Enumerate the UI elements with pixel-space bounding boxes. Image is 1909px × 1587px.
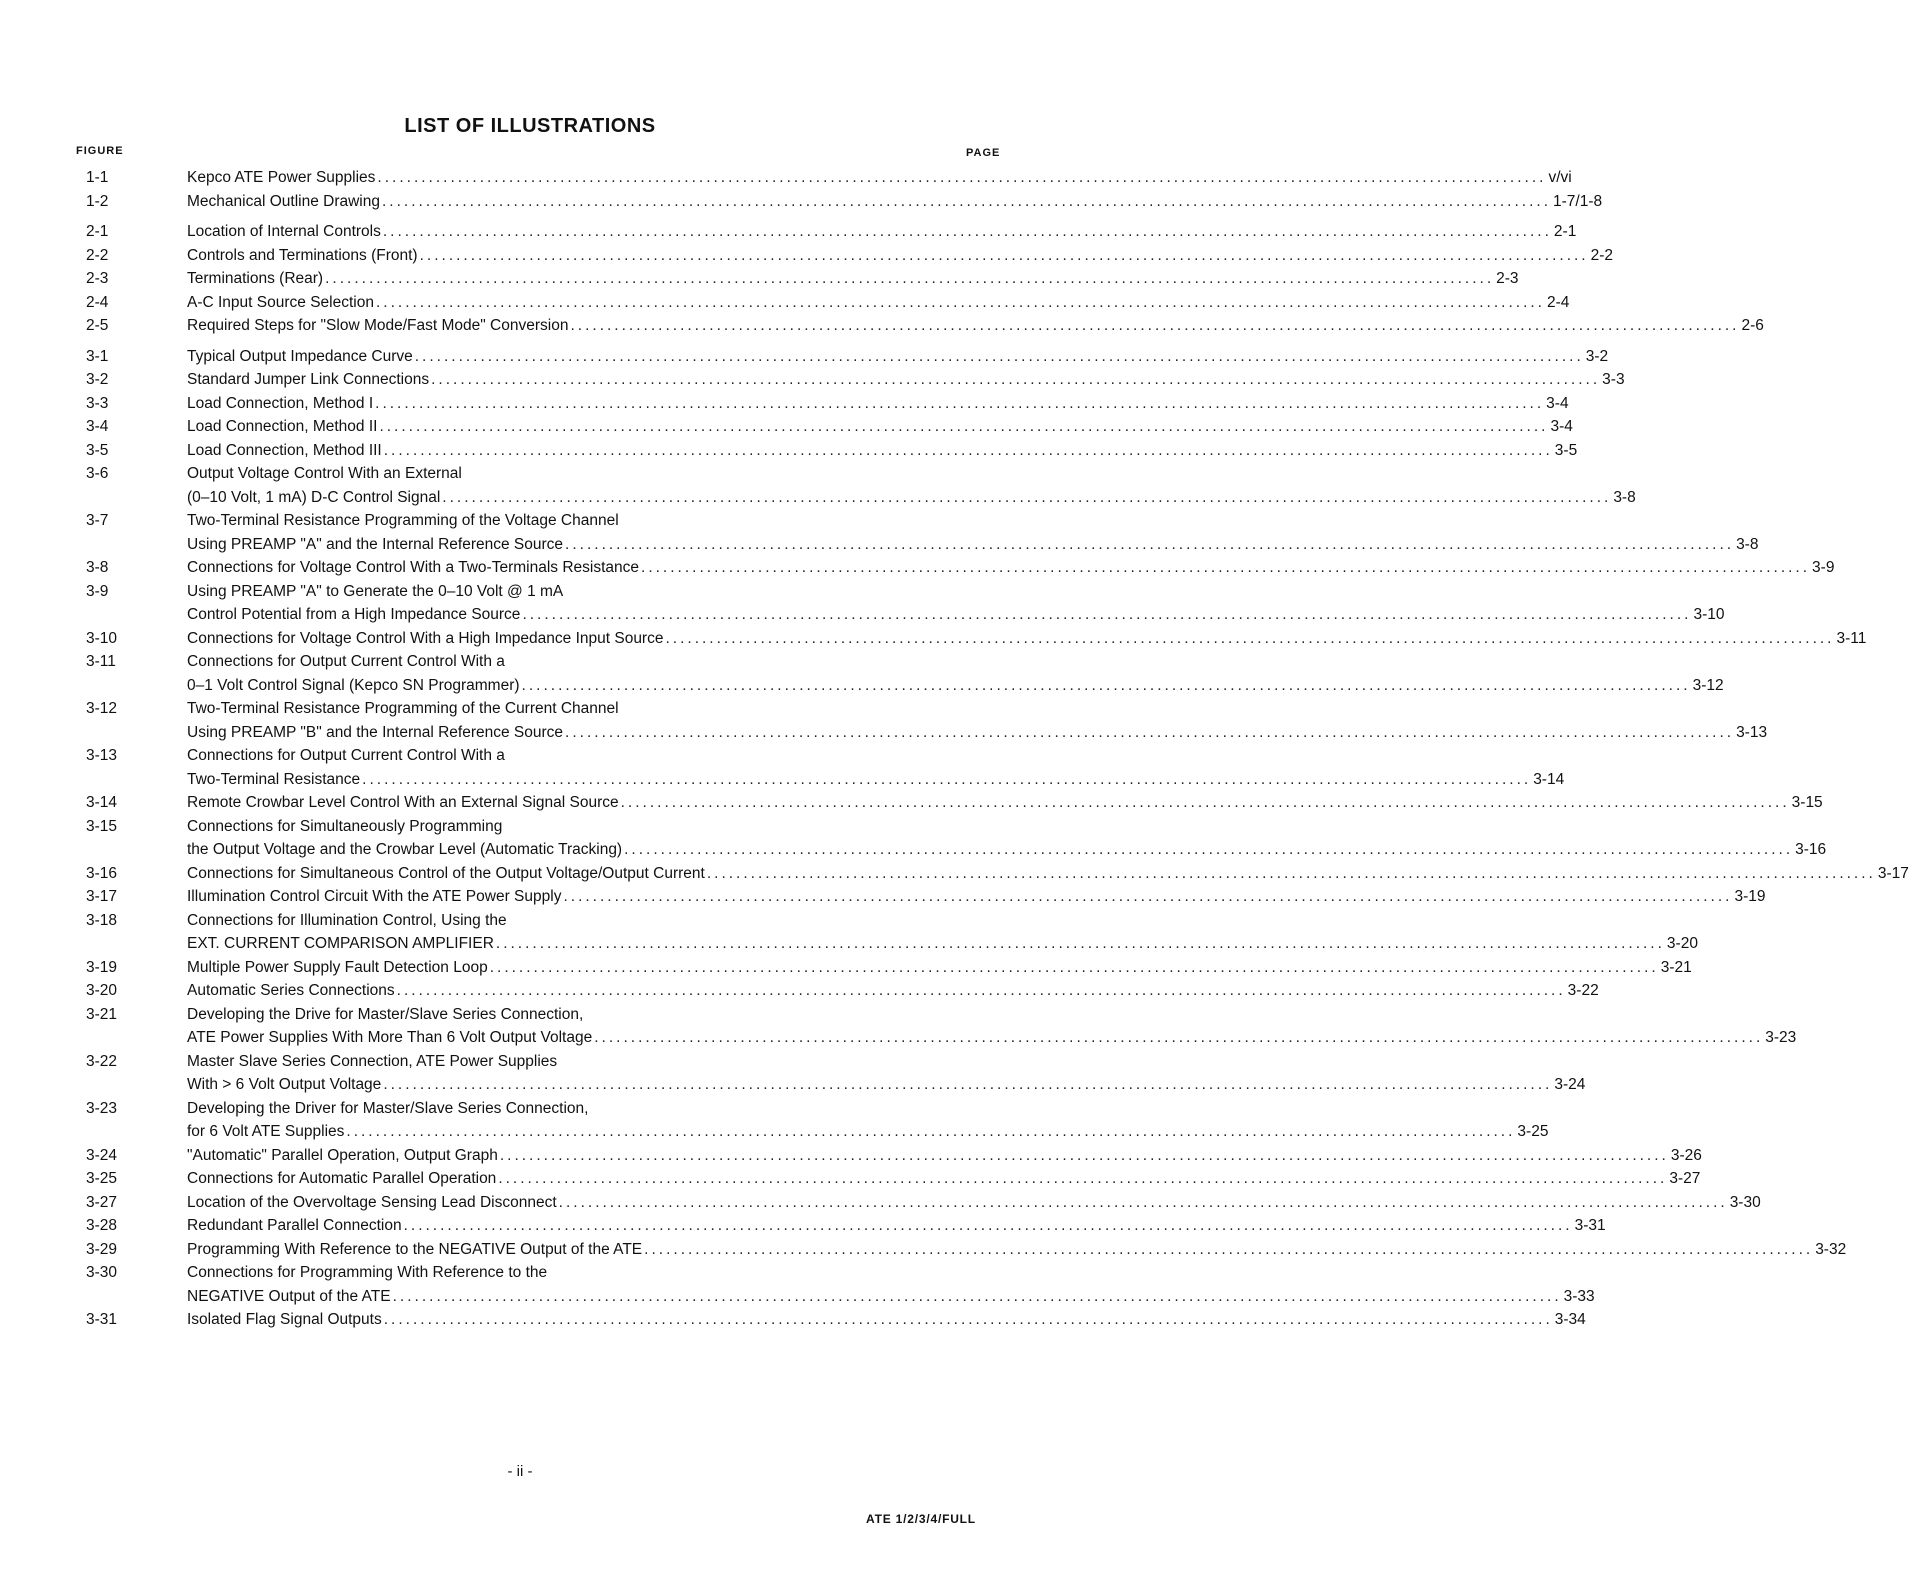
caption-line: Two-Terminal Resistance Programming of the Current Channel (187, 700, 619, 717)
caption-text: Redundant Parallel Connection (187, 1217, 402, 1234)
dot-leader: ................................................................................................................................................................ (499, 1146, 1669, 1164)
page-ref: 2-6 (1741, 317, 1764, 334)
dot-leader: ................................................................................................................................................................ (379, 418, 1549, 435)
page-ref: 3-4 (1550, 418, 1573, 435)
list-item (0, 415, 1573, 439)
list-item (0, 190, 1603, 214)
figure-number: 3-29 (86, 1240, 118, 1258)
page-ref: 3-16 (1795, 841, 1827, 858)
list-item (0, 885, 1766, 909)
caption-text: Terminations (Rear) (187, 270, 324, 287)
caption-row (187, 314, 1764, 338)
caption-row (187, 1191, 1761, 1215)
caption-text: Required Steps for "Slow Mode/Fast Mode" Conversion (187, 317, 569, 334)
figure-number: 3-13 (86, 747, 118, 764)
caption-row (187, 862, 1909, 886)
dot-leader: ................................................................................................................................................................ (419, 246, 1589, 264)
list-item (0, 509, 1759, 556)
page-ref: 3-8 (1613, 488, 1636, 506)
page-ref: 3-26 (1670, 1146, 1702, 1164)
list-item (0, 345, 1609, 369)
caption-row (187, 439, 1578, 463)
caption-row (187, 932, 1698, 956)
list-item (0, 1144, 1702, 1168)
caption-row (187, 486, 1636, 510)
caption-row (187, 166, 1572, 190)
list-item (0, 1191, 1761, 1215)
caption-text: Location of the Overvoltage Sensing Lead Disconnect (187, 1193, 557, 1211)
dot-leader: ................................................................................................................................................................ (558, 1193, 1728, 1211)
figure-number: 3-24 (86, 1146, 118, 1164)
caption-row (187, 838, 1827, 862)
caption-row (187, 979, 1599, 1003)
dot-leader: ................................................................................................................................................................ (644, 1240, 1814, 1258)
list-item (0, 220, 1577, 244)
caption-line: Connections for Illumination Control, Using the (187, 911, 507, 929)
page-number: - ii - (507, 1463, 533, 1480)
list-item (0, 314, 1764, 338)
figure-number: 3-22 (86, 1052, 118, 1070)
page-ref: 3-12 (1692, 676, 1724, 694)
dot-leader: ................................................................................................................................................................ (641, 559, 1811, 576)
caption-row (187, 244, 1614, 268)
caption-text: (0–10 Volt, 1 mA) D-C Control Signal (187, 488, 441, 506)
caption-row (187, 368, 1625, 392)
caption-line: Developing the Driver for Master/Slave Series Connection, (187, 1099, 589, 1117)
caption-row (187, 1285, 1595, 1309)
list-item (0, 1003, 1797, 1050)
page-ref: 3-34 (1554, 1311, 1586, 1328)
page-ref: 3-9 (1812, 559, 1835, 576)
dot-leader: ................................................................................................................................................................ (489, 958, 1659, 976)
dot-leader: ................................................................................................................................................................ (442, 488, 1612, 506)
list-item (0, 1214, 1606, 1238)
caption-row (187, 1167, 1701, 1191)
caption-row (187, 1026, 1797, 1050)
figure-number: 3-30 (86, 1264, 118, 1281)
caption-row (187, 190, 1603, 214)
caption-text: Location of Internal Controls (187, 223, 381, 240)
list-item (0, 1167, 1701, 1191)
figure-number: 3-18 (86, 911, 118, 929)
list-item (0, 956, 1692, 980)
dot-leader: ................................................................................................................................................................ (346, 1123, 1516, 1140)
caption-row (187, 556, 1835, 580)
caption-line: Connections for Output Current Control With a (187, 653, 505, 670)
page-ref: 2-4 (1547, 293, 1570, 311)
dot-leader: ................................................................................................................................................................ (381, 192, 1552, 210)
figure-number: 3-17 (86, 888, 118, 905)
caption-row (187, 533, 1759, 557)
dot-leader: ................................................................................................................................................................ (383, 441, 1553, 459)
dot-leader: ................................................................................................................................................................ (620, 794, 1790, 811)
list-item (0, 627, 1867, 651)
figure-number: 3-16 (86, 864, 118, 882)
page-ref: 3-31 (1574, 1217, 1606, 1234)
caption-row (187, 345, 1609, 369)
list-item (0, 1238, 1847, 1262)
caption-text: Using PREAMP "B" and the Internal Reference Source (187, 723, 564, 741)
figure-number: 3-31 (86, 1311, 118, 1328)
caption-row (187, 392, 1569, 416)
page-ref: 3-8 (1736, 535, 1759, 553)
caption-text: 0–1 Volt Control Signal (Kepco SN Programmer) (187, 676, 520, 694)
caption-text: Standard Jumper Link Connections (187, 371, 430, 388)
caption-text: the Output Voltage and the Crowbar Level (Automatic Tracking) (187, 841, 623, 858)
dot-leader: ................................................................................................................................................................ (382, 223, 1552, 240)
caption-row (187, 267, 1519, 291)
caption-text: A-C Input Source Selection (187, 293, 374, 311)
page-ref: 3-5 (1554, 441, 1578, 459)
caption-text: Control Potential from a High Impedance Source (187, 606, 521, 623)
caption-row (187, 791, 1823, 815)
caption-text: Load Connection, Method I (187, 394, 374, 412)
caption-text: NEGATIVE Output of the ATE (187, 1287, 391, 1305)
list-item (0, 862, 1909, 886)
figure-number: 3-7 (86, 512, 109, 529)
dot-leader: ................................................................................................................................................................ (392, 1287, 1562, 1305)
figure-number: 3-14 (86, 794, 118, 811)
dot-leader: ................................................................................................................................................................ (570, 317, 1740, 334)
figure-number: 3-23 (86, 1099, 118, 1117)
dot-leader: ................................................................................................................................................................ (377, 169, 1547, 186)
figure-number: 3-11 (86, 653, 116, 670)
page-ref: 3-24 (1554, 1076, 1586, 1093)
dot-leader: ................................................................................................................................................................ (706, 864, 1876, 882)
dot-leader: ................................................................................................................................................................ (498, 1170, 1668, 1187)
dot-leader: ................................................................................................................................................................ (495, 935, 1665, 952)
page-ref: 3-19 (1734, 888, 1766, 905)
figure-number: 2-2 (86, 246, 109, 264)
list-item (0, 1050, 1586, 1097)
dot-leader: ................................................................................................................................................................ (521, 676, 1691, 694)
dot-leader: ................................................................................................................................................................ (431, 371, 1601, 388)
figure-number: 3-12 (86, 700, 118, 717)
caption-row (187, 956, 1692, 980)
page-ref: 3-3 (1602, 371, 1625, 388)
figure-number: 3-20 (86, 982, 118, 999)
caption-row (187, 291, 1570, 315)
figure-number: 3-27 (86, 1193, 118, 1211)
caption-text: Typical Output Impedance Curve (187, 347, 413, 365)
page-ref: 3-22 (1567, 982, 1599, 999)
page-ref: 3-11 (1836, 629, 1867, 647)
caption-text: Two-Terminal Resistance (187, 770, 361, 788)
dot-leader: ................................................................................................................................................................ (624, 841, 1794, 858)
list-item (0, 267, 1519, 291)
page-ref: 3-32 (1815, 1240, 1847, 1258)
page-ref: 1-7/1-8 (1553, 192, 1603, 210)
caption-row (187, 627, 1867, 651)
page-ref: 3-14 (1533, 770, 1565, 788)
caption-row (187, 1144, 1702, 1168)
caption-row (187, 220, 1577, 244)
caption-text: ATE Power Supplies With More Than 6 Volt Output Voltage (187, 1029, 593, 1046)
caption-line: Master Slave Series Connection, ATE Power Supplies (187, 1052, 558, 1070)
caption-text: Controls and Terminations (Front) (187, 246, 418, 264)
caption-row (187, 1073, 1586, 1097)
caption-text: With > 6 Volt Output Voltage (187, 1076, 382, 1093)
list-item (0, 439, 1578, 463)
list-item (0, 909, 1698, 956)
figure-number: 3-15 (86, 817, 118, 835)
dot-leader: ................................................................................................................................................................ (414, 347, 1584, 365)
list-item (0, 392, 1569, 416)
page-column-header: PAGE (966, 147, 1001, 159)
list-item (0, 697, 1768, 744)
page-ref: 3-23 (1765, 1029, 1797, 1046)
caption-line: Connections for Programming With Reference to the (187, 1264, 548, 1281)
dot-leader: ................................................................................................................................................................ (383, 1311, 1553, 1328)
figure-number: 3-19 (86, 958, 118, 976)
caption-text: Illumination Control Circuit With the ATE Power Supply (187, 888, 562, 905)
figure-number: 2-3 (86, 270, 109, 287)
caption-text: Load Connection, Method III (187, 441, 382, 459)
page-ref: 2-3 (1496, 270, 1519, 287)
caption-text: Connections for Voltage Control With a Two-Terminals Resistance (187, 559, 640, 576)
page-ref: 3-2 (1585, 347, 1609, 365)
caption-text: Multiple Power Supply Fault Detection Loop (187, 958, 488, 976)
list-item (0, 791, 1823, 815)
caption-line: Output Voltage Control With an External (187, 465, 462, 482)
dot-leader: ................................................................................................................................................................ (375, 394, 1545, 412)
caption-line: Connections for Simultaneously Programming (187, 817, 503, 835)
figure-number: 3-8 (86, 559, 109, 576)
figure-number: 3-21 (86, 1005, 118, 1023)
caption-text: "Automatic" Parallel Operation, Output Graph (187, 1146, 498, 1164)
page-ref: 2-2 (1590, 246, 1614, 264)
caption-text: Connections for Automatic Parallel Operation (187, 1170, 497, 1187)
page-ref: 3-13 (1736, 723, 1768, 741)
dot-leader: ................................................................................................................................................................ (665, 629, 1835, 647)
list-item (0, 1308, 1586, 1332)
caption-text: Mechanical Outline Drawing (187, 192, 380, 210)
caption-text: Automatic Series Connections (187, 982, 395, 999)
figure-number: 2-1 (86, 223, 109, 240)
page-ref: 3-4 (1546, 394, 1569, 412)
caption-text: EXT. CURRENT COMPARISON AMPLIFIER (187, 935, 494, 952)
dot-leader: ................................................................................................................................................................ (396, 982, 1566, 999)
dot-leader: ................................................................................................................................................................ (362, 770, 1532, 788)
figure-number: 3-10 (86, 629, 118, 647)
figure-number: 2-4 (86, 293, 109, 311)
figure-number: 3-4 (86, 418, 109, 435)
page-ref: 3-10 (1693, 606, 1725, 623)
list-item (0, 650, 1724, 697)
list-item (0, 291, 1570, 315)
page-ref: 2-1 (1553, 223, 1577, 240)
caption-row (187, 603, 1725, 627)
figure-number: 3-28 (86, 1217, 118, 1234)
dot-leader: ................................................................................................................................................................ (565, 723, 1735, 741)
list-item (0, 244, 1614, 268)
dot-leader: ................................................................................................................................................................ (563, 888, 1733, 905)
caption-text: Load Connection, Method II (187, 418, 378, 435)
caption-text: Connections for Simultaneous Control of the Output Voltage/Output Current (187, 864, 705, 882)
caption-text: Kepco ATE Power Supplies (187, 169, 376, 186)
caption-row (187, 674, 1724, 698)
figure-number: 3-3 (86, 394, 109, 412)
page-ref: 3-17 (1877, 864, 1909, 882)
page-ref: 3-30 (1729, 1193, 1761, 1211)
list-item (0, 1261, 1595, 1308)
model-label: ATE 1/2/3/4/FULL (866, 1512, 976, 1526)
caption-row (187, 1120, 1549, 1144)
dot-leader: ................................................................................................................................................................ (594, 1029, 1764, 1046)
caption-row (187, 1308, 1586, 1332)
caption-text: Remote Crowbar Level Control With an External Signal Source (187, 794, 619, 811)
list-item (0, 815, 1827, 862)
list-item (0, 166, 1572, 190)
caption-line: Connections for Output Current Control With a (187, 747, 505, 764)
figure-number: 1-1 (86, 169, 109, 186)
list-item (0, 368, 1625, 392)
figure-number: 3-25 (86, 1170, 118, 1187)
caption-row (187, 1214, 1606, 1238)
caption-row (187, 1238, 1847, 1262)
caption-row (187, 768, 1565, 792)
page-ref: 3-27 (1669, 1170, 1701, 1187)
list-item (0, 744, 1565, 791)
illustration-list (0, 166, 1909, 1332)
figure-number: 3-5 (86, 441, 109, 459)
list-item (0, 580, 1725, 627)
list-item (0, 556, 1835, 580)
figure-number: 3-9 (86, 582, 109, 600)
figure-number: 1-2 (86, 192, 109, 210)
list-item (0, 979, 1599, 1003)
caption-line: Two-Terminal Resistance Programming of the Voltage Channel (187, 512, 619, 529)
dot-leader: ................................................................................................................................................................ (325, 270, 1495, 287)
dot-leader: ................................................................................................................................................................ (522, 606, 1692, 623)
caption-row (187, 721, 1768, 745)
dot-leader: ................................................................................................................................................................ (403, 1217, 1573, 1234)
caption-line: Using PREAMP "A" to Generate the 0–10 Volt @ 1 mA (187, 582, 564, 600)
page-ref: 3-15 (1791, 794, 1823, 811)
page-ref: 3-33 (1563, 1287, 1595, 1305)
page-ref: v/vi (1548, 169, 1572, 186)
caption-text: for 6 Volt ATE Supplies (187, 1123, 345, 1140)
dot-leader: ................................................................................................................................................................ (565, 535, 1735, 553)
caption-text: Isolated Flag Signal Outputs (187, 1311, 382, 1328)
caption-row (187, 415, 1573, 439)
page-ref: 3-25 (1517, 1123, 1549, 1140)
caption-line: Developing the Drive for Master/Slave Series Connection, (187, 1005, 584, 1023)
page-ref: 3-20 (1666, 935, 1698, 952)
figure-number: 3-6 (86, 465, 109, 482)
figure-number: 2-5 (86, 317, 109, 334)
page-title: LIST OF ILLUSTRATIONS (404, 115, 656, 137)
figure-number: 3-1 (86, 347, 109, 365)
caption-text: Programming With Reference to the NEGATIVE Output of the ATE (187, 1240, 643, 1258)
list-item (0, 1097, 1549, 1144)
list-item (0, 462, 1636, 509)
dot-leader: ................................................................................................................................................................ (375, 293, 1545, 311)
caption-row (187, 885, 1766, 909)
caption-text: Connections for Voltage Control With a High Impedance Input Source (187, 629, 664, 647)
caption-text: Using PREAMP "A" and the Internal Reference Source (187, 535, 564, 553)
page-ref: 3-21 (1660, 958, 1692, 976)
figure-column-header: FIGURE (76, 145, 124, 157)
figure-number: 3-2 (86, 371, 109, 388)
dot-leader: ................................................................................................................................................................ (383, 1076, 1553, 1093)
